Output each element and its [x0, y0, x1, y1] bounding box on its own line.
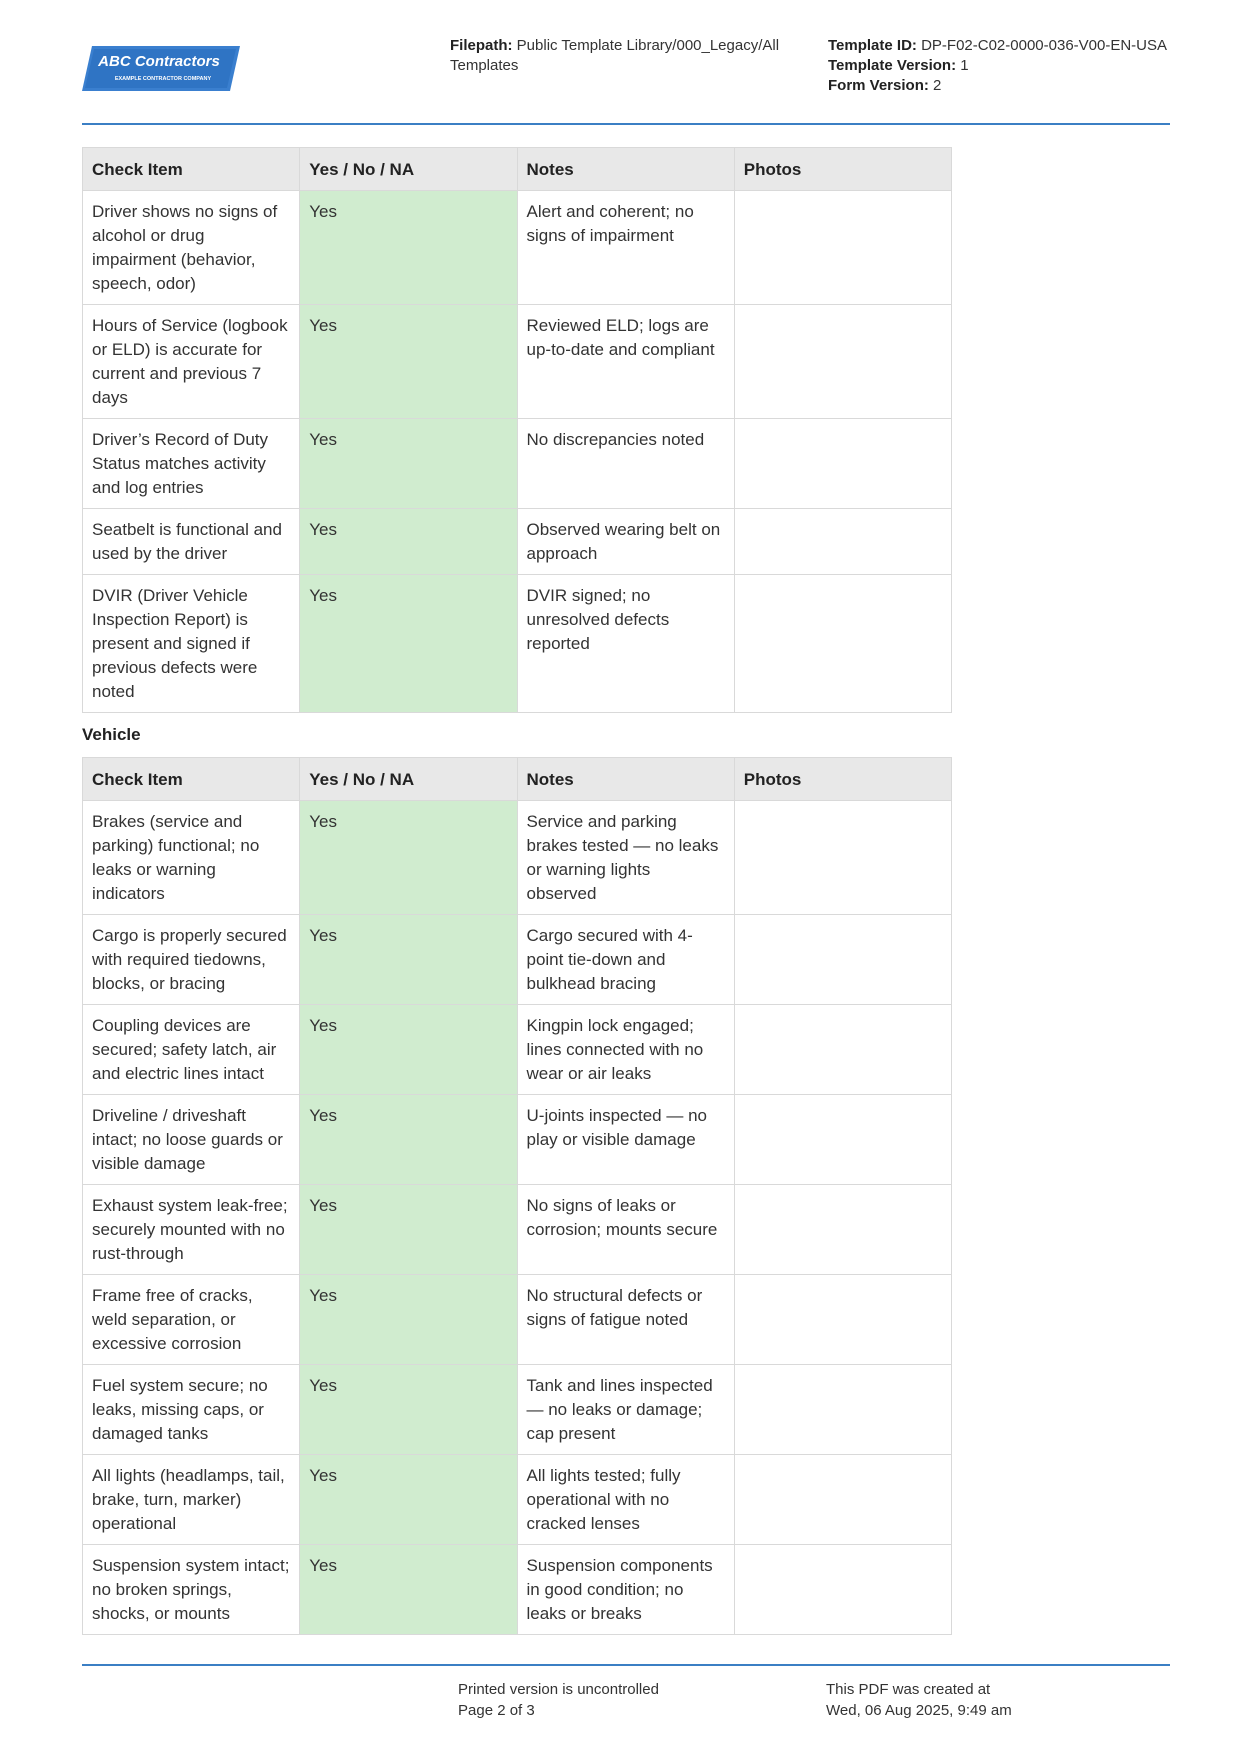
footer-divider [82, 1664, 1170, 1666]
company-logo [82, 46, 240, 91]
notes-cell: Tank and lines inspected — no leaks or damage; cap present [517, 1365, 734, 1455]
table-row [83, 915, 952, 1005]
photos-cell [734, 1095, 951, 1185]
column-header-photos: Photos [734, 148, 951, 191]
photos-cell [734, 509, 951, 575]
photos-cell [734, 191, 951, 305]
table-row [83, 1275, 952, 1365]
check-item-cell: Brakes (service and parking) functional; no leaks or warning indicators [83, 801, 300, 915]
check-item-cell: Exhaust system leak-free; securely mounted with no rust-through [83, 1185, 300, 1275]
notes-cell: DVIR signed; no unresolved defects reported [517, 575, 734, 713]
vehicle-checklist-table [82, 757, 952, 1635]
template-id-label: Template ID: [828, 37, 917, 54]
template-version-value: 1 [960, 57, 969, 74]
answer-cell: Yes [300, 1545, 517, 1635]
notes-cell: Cargo secured with 4-point tie-down and bulkhead bracing [517, 915, 734, 1005]
notes-cell: No discrepancies noted [517, 419, 734, 509]
table-header-row [83, 758, 952, 801]
photos-cell [734, 1545, 951, 1635]
photos-cell [734, 1365, 951, 1455]
section-title-vehicle: Vehicle [82, 725, 141, 744]
column-header-photos: Photos [734, 758, 951, 801]
answer-cell: Yes [300, 575, 517, 713]
check-item-cell: Driver’s Record of Duty Status matches activity and log entries [83, 419, 300, 509]
page-header [0, 0, 1242, 125]
answer-cell: Yes [300, 801, 517, 915]
filepath-value: Public Template Library/000_Legacy/All Templates [450, 37, 780, 74]
uncontrolled-notice: Printed version is uncontrolled [458, 1681, 659, 1698]
answer-cell: Yes [300, 1365, 517, 1455]
svg-text:EXAMPLE CONTRACTOR COMPANY: EXAMPLE CONTRACTOR COMPANY [114, 76, 212, 82]
answer-cell: Yes [300, 1095, 517, 1185]
filepath-block [450, 36, 795, 76]
photos-cell [734, 1005, 951, 1095]
photos-cell [734, 801, 951, 915]
check-item-cell: Hours of Service (logbook or ELD) is accurate for current and previous 7 days [83, 305, 300, 419]
answer-cell: Yes [300, 1275, 517, 1365]
notes-cell: No signs of leaks or corrosion; mounts secure [517, 1185, 734, 1275]
form-version-label: Form Version: [828, 77, 929, 94]
answer-cell: Yes [300, 1005, 517, 1095]
photos-cell [734, 1185, 951, 1275]
table-row [83, 1005, 952, 1095]
table-row [83, 575, 952, 713]
driver-checklist-table [82, 147, 952, 713]
notes-cell: Kingpin lock engaged; lines connected with no wear or air leaks [517, 1005, 734, 1095]
table-row [83, 1365, 952, 1455]
photos-cell [734, 305, 951, 419]
svg-text:ABC Contractors: ABC Contractors [98, 53, 220, 70]
check-item-cell: Driver shows no signs of alcohol or drug impairment (behavior, speech, odor) [83, 191, 300, 305]
created-timestamp: Wed, 06 Aug 2025, 9:49 am [826, 1702, 1012, 1719]
template-id-value: DP-F02-C02-0000-036-V00-EN-USA [921, 37, 1168, 54]
check-item-cell: Fuel system secure; no leaks, missing caps, or damaged tanks [83, 1365, 300, 1455]
answer-cell: Yes [300, 509, 517, 575]
check-item-cell: Coupling devices are secured; safety latch, air and electric lines intact [83, 1005, 300, 1095]
check-item-cell: All lights (headlamps, tail, brake, turn, marker) operational [83, 1455, 300, 1545]
photos-cell [734, 419, 951, 509]
photos-cell [734, 1275, 951, 1365]
check-item-cell: Suspension system intact; no broken springs, shocks, or mounts [83, 1545, 300, 1635]
template-id-line [828, 36, 1188, 56]
notes-cell: Service and parking brakes tested — no leaks or warning lights observed [517, 801, 734, 915]
table-row [83, 191, 952, 305]
column-header-notes: Notes [517, 758, 734, 801]
column-header-check-item: Check Item [83, 148, 300, 191]
notes-cell: No structural defects or signs of fatigue noted [517, 1275, 734, 1365]
column-header-check-item: Check Item [83, 758, 300, 801]
photos-cell [734, 1455, 951, 1545]
check-item-cell: Frame free of cracks, weld separation, or excessive corrosion [83, 1275, 300, 1365]
footer-created-info [826, 1679, 1126, 1721]
notes-cell: U-joints inspected — no play or visible damage [517, 1095, 734, 1185]
table-row [83, 1545, 952, 1635]
form-version-value: 2 [933, 77, 942, 94]
table-row [83, 1455, 952, 1545]
table-row [83, 419, 952, 509]
answer-cell: Yes [300, 419, 517, 509]
column-header-answer: Yes / No / NA [300, 148, 517, 191]
table-row [83, 801, 952, 915]
template-version-label: Template Version: [828, 57, 957, 74]
filepath-label: Filepath: [450, 37, 513, 54]
page-number: Page 2 of 3 [458, 1702, 535, 1719]
table-row [83, 305, 952, 419]
table-row [83, 1185, 952, 1275]
photos-cell [734, 915, 951, 1005]
check-item-cell: Cargo is properly secured with required tiedowns, blocks, or bracing [83, 915, 300, 1005]
notes-cell: Reviewed ELD; logs are up-to-date and compliant [517, 305, 734, 419]
answer-cell: Yes [300, 305, 517, 419]
notes-cell: Observed wearing belt on approach [517, 509, 734, 575]
answer-cell: Yes [300, 915, 517, 1005]
notes-cell: Suspension components in good condition; no leaks or breaks [517, 1545, 734, 1635]
notes-cell: Alert and coherent; no signs of impairment [517, 191, 734, 305]
photos-cell [734, 575, 951, 713]
table-header-row [83, 148, 952, 191]
footer-page-info [458, 1679, 758, 1721]
table-row [83, 1095, 952, 1185]
header-divider [82, 123, 1170, 125]
column-header-answer: Yes / No / NA [300, 758, 517, 801]
answer-cell: Yes [300, 1455, 517, 1545]
created-label: This PDF was created at [826, 1681, 991, 1698]
template-version-line [828, 56, 1188, 76]
column-header-notes: Notes [517, 148, 734, 191]
answer-cell: Yes [300, 191, 517, 305]
notes-cell: All lights tested; fully operational with no cracked lenses [517, 1455, 734, 1545]
form-version-line [828, 76, 1188, 96]
check-item-cell: DVIR (Driver Vehicle Inspection Report) is present and signed if previous defects were noted [83, 575, 300, 713]
template-info-block [828, 36, 1188, 96]
check-item-cell: Seatbelt is functional and used by the driver [83, 509, 300, 575]
table-row [83, 509, 952, 575]
check-item-cell: Driveline / driveshaft intact; no loose guards or visible damage [83, 1095, 300, 1185]
answer-cell: Yes [300, 1185, 517, 1275]
